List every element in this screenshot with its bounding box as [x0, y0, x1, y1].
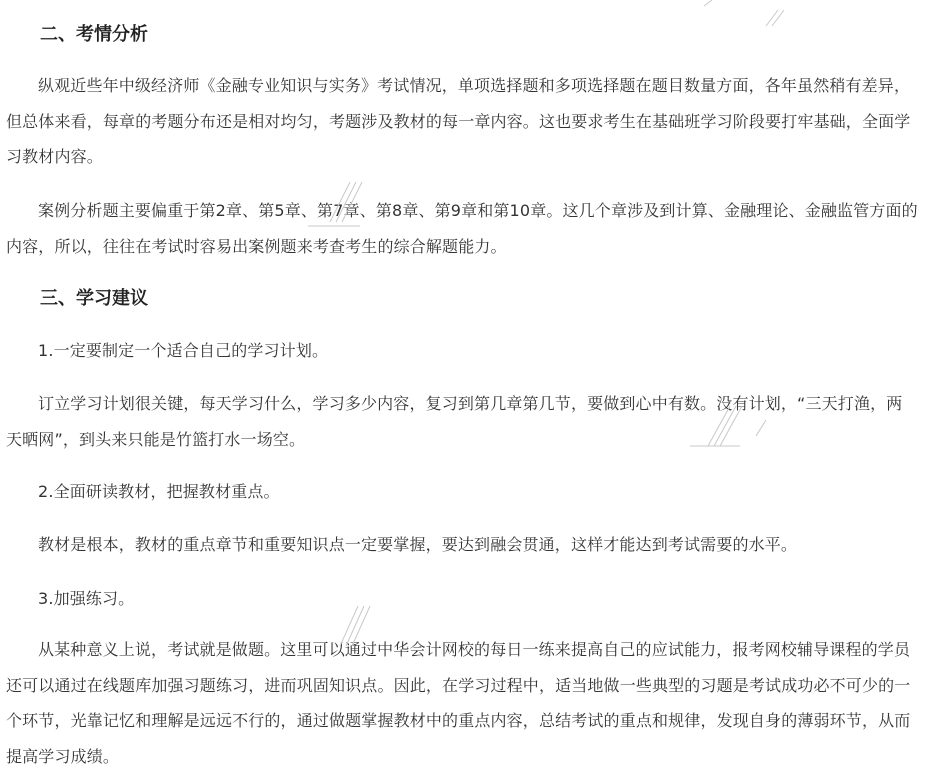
advice-item-2-body: 教材是根本，教材的重点章节和重要知识点一定要掌握，要达到融会贯通，这样才能达到考试需要的水平。: [38, 535, 798, 554]
paragraph-exam-overview: 纵观近些年中级经济师《金融专业知识与实务》考试情况，单项选择题和多项选择题在题目数量方面，各年虽然稍有差异，但总体来看，每章的考题分布还是相对均匀，考题涉及教材的每一章内容。这也要求考生在基础班学习阶段要打牢基础，全面学习教材内容。: [6, 76, 911, 166]
advice-item-3-body: 从某种意义上说，考试就是做题。这里可以通过中华会计网校的每日一练来提高自己的应试能力，报考网校辅导课程的学员还可以通过在线题库加强习题练习，进而巩固知识点。因此，在学习过程中，适当地做一些典型的习题是考试成功必不可少的一个环节，光靠记忆和理解是远远不行的，通过做题掌握教材中的重点内容，总结考试的重点和规律，发现自身的薄弱环节，从而提高学习成绩。: [6, 640, 911, 766]
section-heading-exam-analysis: 二、考情分析: [40, 24, 148, 45]
advice-item-2-title: 2.全面研读教材，把握教材重点。: [38, 482, 280, 501]
section-heading-study-advice: 三、学习建议: [40, 288, 148, 309]
paragraph-case-analysis: 案例分析题主要偏重于第2章、第5章、第7章、第8章、第9章和第10章。这几个章涉及到计算、金融理论、金融监管方面的内容，所以，往往在考试时容易出案例题来考查考生的综合解题能力。: [6, 201, 918, 256]
advice-item-1-body: 订立学习计划很关键，每天学习什么，学习多少内容，复习到第几章第几节，要做到心中有数。没有计划，“三天打渔，两天晒网”，到头来只能是竹篮打水一场空。: [6, 394, 903, 449]
watermark-hatch-icon: [690, 0, 800, 40]
advice-item-1-title: 1.一定要制定一个适合自己的学习计划。: [38, 341, 329, 360]
advice-item-3-title: 3.加强练习。: [38, 589, 135, 608]
